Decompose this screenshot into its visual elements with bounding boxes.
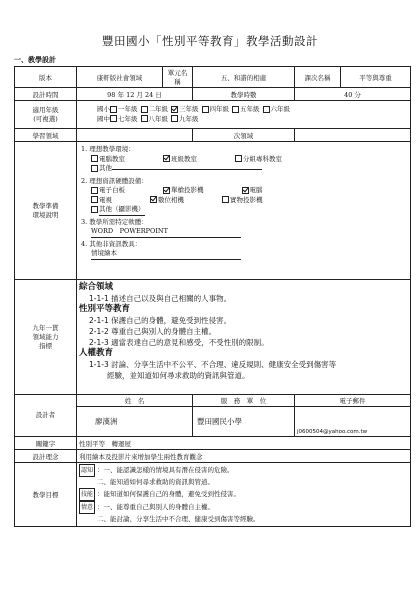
objective-line — [79, 464, 408, 477]
checkbox-option[interactable] — [222, 196, 263, 206]
checkbox-label: 分組專科教室 — [243, 154, 282, 163]
env-label: 教學準備 環境說明 — [15, 142, 77, 280]
checkbox-option[interactable] — [263, 105, 291, 115]
checkbox-option[interactable] — [91, 196, 112, 206]
objective-text: 二、能知道如何尋求救助的資訊與管道。 — [97, 478, 214, 486]
checkbox-option[interactable] — [110, 115, 138, 125]
objectives-content — [77, 463, 411, 527]
goal-item: 2-1-1 保護自己的身體，避免受到性侵害。 — [89, 316, 232, 325]
checkbox-label: 八年級 — [148, 114, 168, 123]
env-content — [77, 142, 411, 280]
checkbox[interactable] — [91, 196, 98, 203]
checkbox[interactable] — [110, 115, 117, 122]
goal-heading: 綜合領域 — [79, 282, 114, 292]
checkbox-label: 數位相機 — [158, 195, 184, 204]
checkbox[interactable] — [235, 155, 242, 162]
checkbox[interactable] — [150, 196, 157, 203]
checkbox-option[interactable] — [141, 105, 169, 115]
objective-tag: 認知 — [79, 464, 95, 477]
checkbox[interactable] — [202, 106, 209, 113]
goal-item: 經驗，並知道如何尋求救助的資訊與管道。 — [107, 371, 250, 380]
checkbox-option[interactable] — [150, 196, 184, 206]
name-header: 姓 名 — [77, 395, 193, 407]
goal-heading: 人權教育 — [79, 348, 114, 358]
version-value: 康軒版社會領域 — [77, 67, 163, 88]
checkbox[interactable] — [91, 187, 98, 194]
grade-options — [77, 101, 411, 129]
checkbox[interactable] — [222, 196, 229, 203]
checkbox-option[interactable] — [163, 155, 197, 165]
checkbox-label: 五年級 — [240, 105, 260, 113]
unit-value: 五、和諧的相處 — [193, 67, 295, 88]
objective-tag: 情意 — [79, 501, 95, 514]
designer-school: 豐田國民小學 — [193, 407, 295, 437]
goals-content — [77, 280, 411, 395]
checkbox[interactable] — [91, 206, 98, 213]
env-heading-2: 2. 理想資訊硬體設備： — [81, 176, 148, 185]
checkbox-label: 一年級 — [118, 105, 138, 113]
objective-tag: 技能 — [79, 488, 95, 501]
checkbox-label: 電腦 — [249, 186, 263, 194]
checkbox[interactable] — [242, 187, 249, 194]
objective-line — [79, 514, 408, 525]
domain-label: 學習領域 — [15, 129, 77, 142]
objective-text: 二、能討論、分享生活中不合理、健康受到傷害等經驗。 — [97, 515, 260, 523]
checkbox[interactable] — [232, 106, 239, 113]
checkbox[interactable] — [91, 155, 98, 162]
designer-label: 設計者 — [15, 395, 77, 437]
version-label: 版本 — [15, 67, 77, 88]
env-other: 其他 — [99, 164, 112, 172]
date-value: 98 年 12 月 24 日 — [77, 88, 193, 101]
email-header: 電子郵件 — [295, 395, 411, 407]
checkbox[interactable] — [163, 187, 170, 194]
checkbox-option[interactable] — [171, 115, 199, 125]
checkbox-option[interactable] — [232, 105, 260, 115]
goal-item: 2-1-3 適當表達自己的意見和感受，不受性別的限制。 — [89, 338, 269, 347]
checkbox-option[interactable] — [202, 105, 230, 115]
unit-label: 單元名稱 — [163, 67, 193, 88]
checkbox-label: 班級教室 — [171, 154, 197, 163]
junior-high-label: 國中 — [97, 114, 110, 123]
designer-email: j0600504@yahoo.com.tw — [295, 407, 411, 437]
concept-value: 利用繪本及投影片來增加學生兩性教育觀念 — [77, 450, 411, 463]
checkbox-label: 二年級 — [148, 105, 168, 113]
checkbox[interactable] — [171, 115, 178, 122]
objective-line — [79, 477, 408, 488]
objective-text: ：能知道如何保護自己的身體，避免受到性侵害。 — [97, 490, 241, 498]
checkbox-label: 電子白板 — [99, 186, 125, 194]
periods-value: 40 分 — [295, 88, 411, 101]
lesson-value: 平等與尊重 — [341, 67, 411, 88]
goal-item: 1-1-1 描述自己以及與自己相關的人事物。 — [89, 294, 232, 303]
checkbox-label: 七年級 — [118, 114, 138, 123]
checkbox-label: 六年級 — [270, 105, 290, 113]
subdomain-label: 次領域 — [193, 129, 295, 142]
checkbox-label: 電視 — [99, 195, 112, 204]
checkbox-option[interactable] — [235, 155, 282, 165]
checkbox[interactable] — [263, 106, 270, 113]
hw-other: 其他（攝影機） — [99, 205, 145, 216]
checkbox[interactable] — [141, 115, 148, 122]
grade-label: 適用年級 (可複選) — [15, 101, 77, 129]
checkbox[interactable] — [91, 165, 98, 172]
date-label: 設計時間 — [15, 88, 77, 101]
goal-heading: 性別平等教育 — [79, 304, 131, 314]
page-title: 豐田國小「性別平等教育」教學活動設計 — [102, 34, 318, 48]
env-heading-4: 4. 其他非資訊教具： — [81, 239, 142, 248]
checkbox[interactable] — [171, 106, 178, 113]
checkbox-option[interactable] — [141, 115, 169, 125]
checkbox-label: 電腦教室 — [99, 154, 125, 163]
lesson-label: 課次名稱 — [295, 67, 341, 88]
elementary-label: 國小 — [97, 105, 110, 113]
objective-line — [79, 501, 408, 514]
checkbox[interactable] — [110, 106, 117, 113]
tools-value: 情境繪本 — [91, 249, 241, 260]
checkbox-option[interactable] — [242, 186, 263, 196]
checkbox-option[interactable] — [110, 105, 138, 115]
school-header: 服 務 單 位 — [193, 395, 295, 407]
lesson-plan-table — [14, 66, 411, 527]
designer-name: 廖漢洲 — [77, 407, 193, 437]
checkbox-label: 實物投影機 — [230, 195, 263, 204]
checkbox-label: 三年級 — [179, 105, 199, 113]
keywords-label: 關鍵字 — [15, 437, 77, 450]
checkbox-option[interactable] — [171, 105, 199, 115]
objectives-label: 教學目標 — [15, 463, 77, 527]
checkbox[interactable] — [141, 106, 148, 113]
goal-item: 2-1-2 尊重自己與別人的身體自主權。 — [89, 327, 217, 336]
checkbox-label: 九年級 — [179, 114, 199, 123]
goal-item: 1-1-3 討論、分享生活中不公平、不合理、違反規則、健康安全受到傷害等 — [89, 360, 337, 369]
software-value: WORD POWERPOINT — [91, 227, 241, 238]
checkbox-option[interactable] — [91, 155, 125, 165]
checkbox-label: 單槍投影機 — [171, 186, 204, 194]
keywords-value: 性別平等 轉運屋 — [77, 437, 411, 450]
concept-label: 設計理念 — [15, 450, 77, 463]
periods-label: 教學時數 — [193, 88, 295, 101]
checkbox[interactable] — [163, 155, 170, 162]
env-heading-1: 1. 理想教學環境： — [81, 145, 135, 153]
checkbox-option[interactable] — [163, 186, 204, 196]
objective-text: ：一、能認識怎樣的情境具有潛在侵害的危險。 — [97, 466, 234, 474]
goals-label: 九年一貫 領域能力 指標 — [15, 280, 77, 395]
objective-text: ：一、能尊重自己與別人的身體自主權。 — [97, 503, 215, 511]
objective-line — [79, 488, 408, 501]
checkbox-label: 四年級 — [209, 105, 229, 113]
checkbox-option[interactable] — [91, 186, 125, 196]
section-heading: 一、教學設計 — [14, 55, 56, 64]
env-heading-3: 3. 教學所需特定軟體： — [81, 217, 148, 226]
